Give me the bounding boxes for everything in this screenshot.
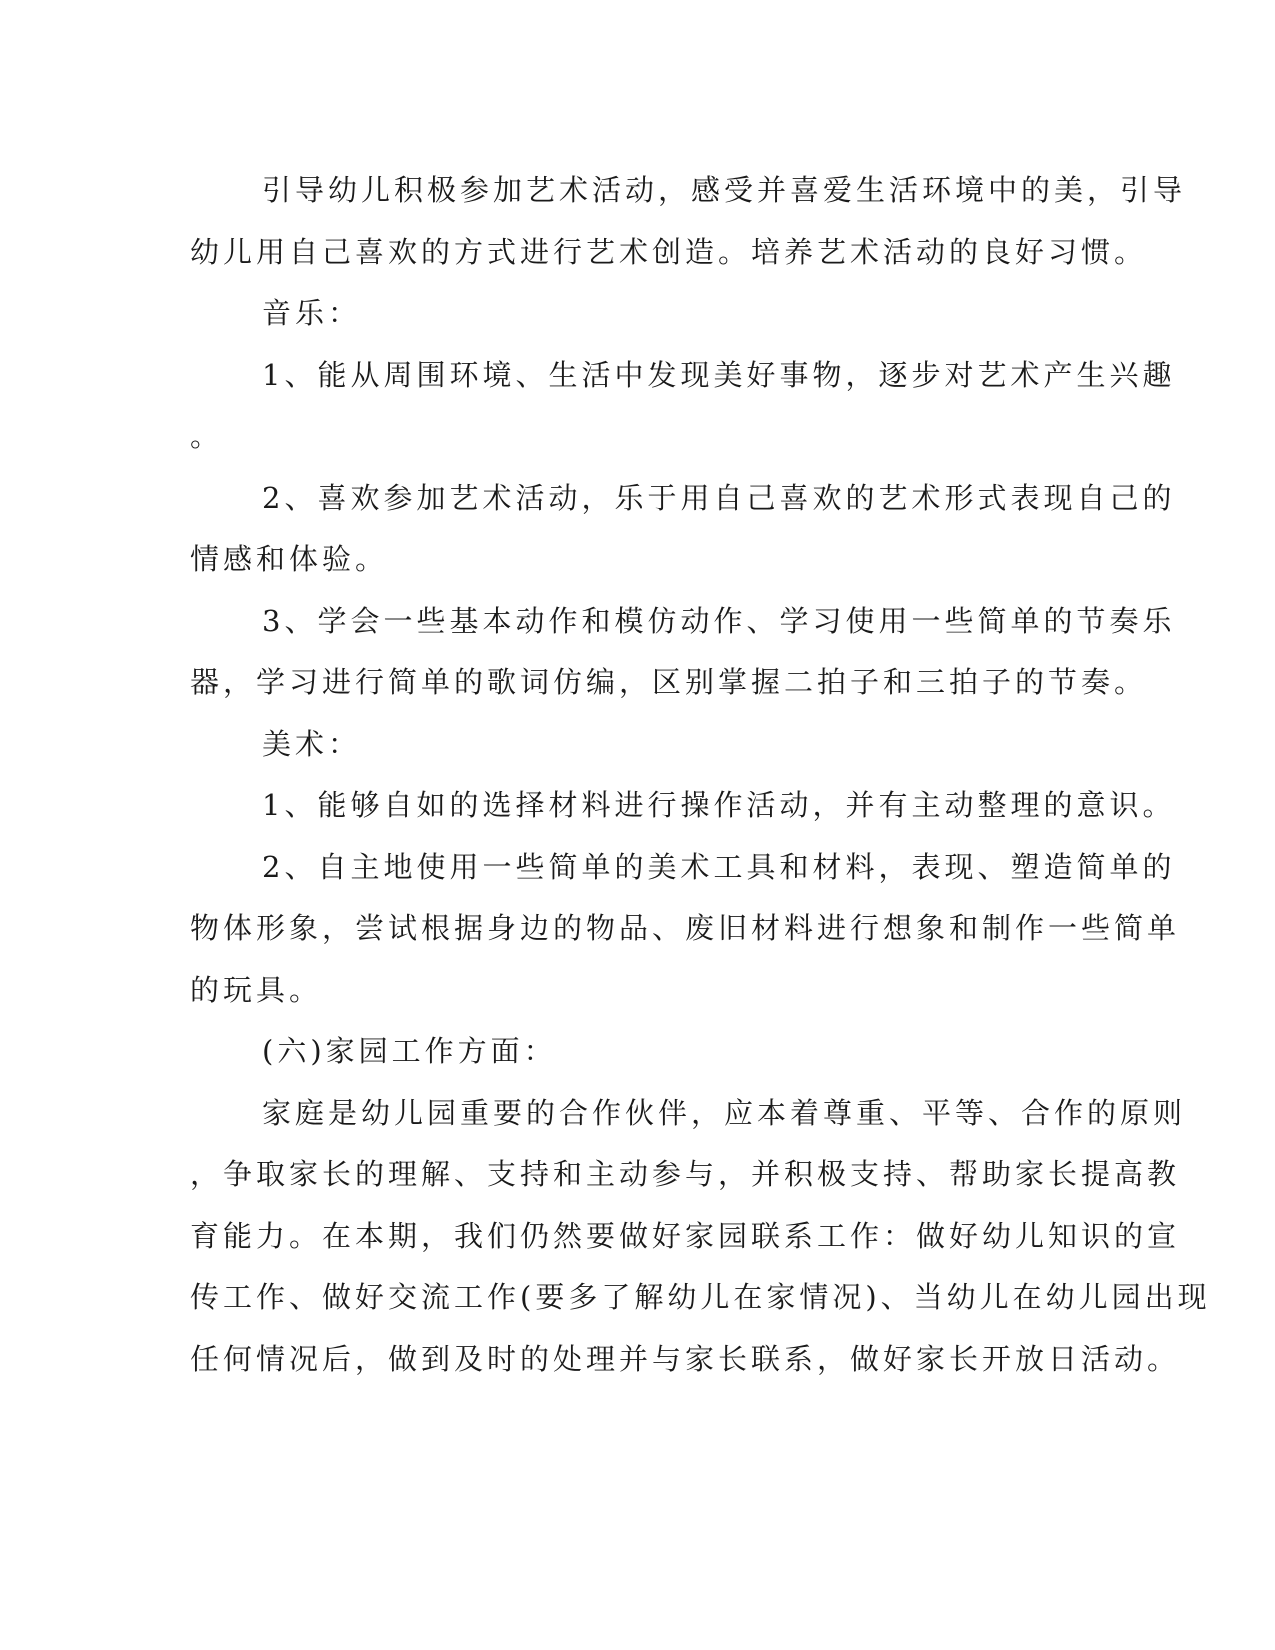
music-item-3-line-2: 器，学习进行简单的歌词仿编，区别掌握二拍子和三拍子的节奏。 [190, 665, 1148, 699]
art-item-2-line-3: 的玩具。 [190, 972, 323, 1007]
paragraph-family-line-1: 家庭是幼儿园重要的合作伙伴，应本着尊重、平等、合作的原则 [262, 1095, 1187, 1130]
paragraph-art-intro-line-2: 幼儿用自己喜欢的方式进行艺术创造。培养艺术活动的良好习惯。 [190, 234, 1148, 269]
art-item-2-line-1: 2、自主地使用一些简单的美术工具和材料，表现、塑造简单的 [262, 849, 1176, 884]
heading-fine-arts: 美术： [262, 726, 362, 761]
music-item-3-line-1: 3、学会一些基本动作和模仿动作、学习使用一些简单的节奏乐 [262, 603, 1176, 638]
music-item-2-line-1: 2、喜欢参加艺术活动，乐于用自己喜欢的艺术形式表现自己的 [262, 480, 1176, 515]
music-item-2-line-2: 情感和体验。 [190, 542, 389, 576]
art-item-1: 1、能够自如的选择材料进行操作活动，并有主动整理的意识。 [262, 788, 1176, 822]
music-item-1-line-2: 。 [190, 419, 224, 453]
paragraph-family-line-4: 传工作、做好交流工作(要多了解幼儿在家情况)、当幼儿在幼儿园出现 [190, 1280, 1211, 1314]
music-item-1-line-1: 1、能从周围环境、生活中发现美好事物，逐步对艺术产生兴趣 [262, 357, 1176, 392]
paragraph-art-intro-line-1: 引导幼儿积极参加艺术活动，感受并喜爱生活环境中的美，引导 [262, 173, 1187, 207]
paragraph-family-line-2: ，争取家长的理解、支持和主动参与，并积极支持、帮助家长提高教 [190, 1157, 1181, 1191]
paragraph-family-line-3: 育能力。在本期，我们仍然要做好家园联系工作：做好幼儿知识的宣 [190, 1218, 1181, 1253]
paragraph-family-line-5: 任何情况后，做到及时的处理并与家长联系，做好家长开放日活动。 [190, 1341, 1181, 1376]
heading-music: 音乐： [262, 296, 362, 330]
art-item-2-line-2: 物体形象，尝试根据身边的物品、废旧材料进行想象和制作一些简单 [190, 911, 1181, 945]
document-body [190, 160, 1211, 1390]
heading-home-school-work: (六)家园工作方面： [262, 1034, 557, 1068]
